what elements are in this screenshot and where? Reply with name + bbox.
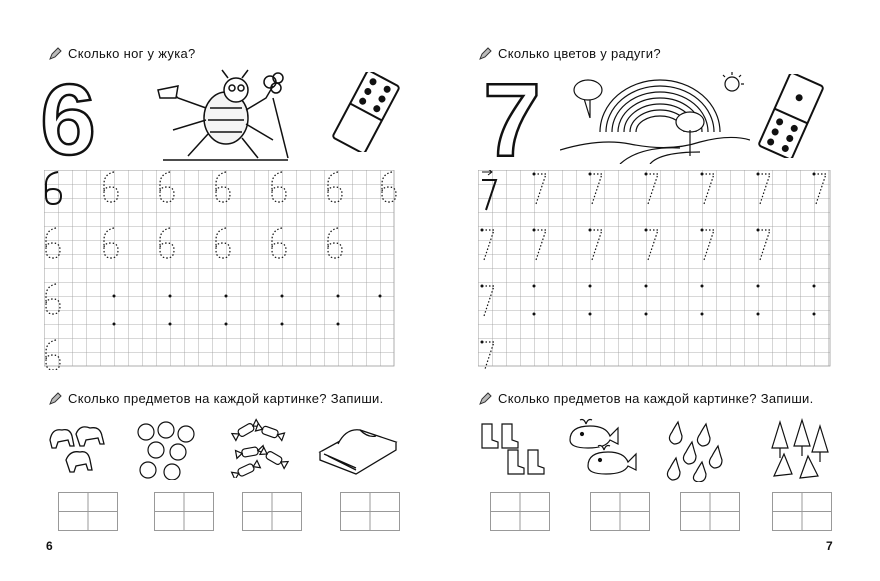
pencil-icon [48, 47, 62, 61]
elephants-icon [46, 420, 110, 478]
bushes-icon [132, 420, 200, 480]
right-page-number: 7 [826, 539, 833, 553]
left-domino-icon [330, 72, 402, 152]
left-big-digit-text: 6 [40, 72, 96, 162]
left-writing-grid[interactable] [44, 170, 404, 370]
answer-box[interactable] [490, 492, 550, 532]
beetle-illustration [148, 68, 298, 163]
answer-box[interactable] [590, 492, 650, 532]
answer-box[interactable] [242, 492, 302, 532]
candies-icon [230, 418, 290, 478]
pencil-icon [478, 47, 492, 61]
right-domino-icon [755, 74, 827, 158]
right-big-digit [470, 70, 560, 162]
books-icon [316, 422, 400, 478]
left-page-number: 6 [46, 539, 53, 553]
right-task-bottom [478, 391, 814, 406]
right-task-bottom-text: Сколько предметов на каждой картинке? Запиши. [498, 391, 814, 406]
right-task-top [478, 46, 661, 61]
pears-icon [664, 418, 728, 482]
rainbow-illustration [560, 72, 750, 164]
pencil-icon [48, 392, 62, 406]
answer-box[interactable] [58, 492, 118, 532]
right-big-digit-text: 7 [483, 70, 541, 162]
left-task-bottom-text: Сколько предметов на каждой картинке? Запиши. [68, 391, 384, 406]
left-task-top-text: Сколько ног у жука? [68, 46, 196, 61]
answer-box[interactable] [772, 492, 832, 532]
left-task-bottom [48, 391, 384, 406]
right-writing-grid[interactable] [478, 170, 838, 370]
answer-box[interactable] [340, 492, 400, 532]
answer-box[interactable] [680, 492, 740, 532]
right-task-top-text: Сколько цветов у радуги? [498, 46, 661, 61]
left-big-digit [18, 72, 118, 162]
boots-icon [478, 420, 550, 480]
answer-box[interactable] [154, 492, 214, 532]
pencil-icon [478, 392, 492, 406]
left-task-top [48, 46, 196, 61]
umbrellas-icon [764, 418, 830, 480]
whales-icon [566, 418, 640, 482]
